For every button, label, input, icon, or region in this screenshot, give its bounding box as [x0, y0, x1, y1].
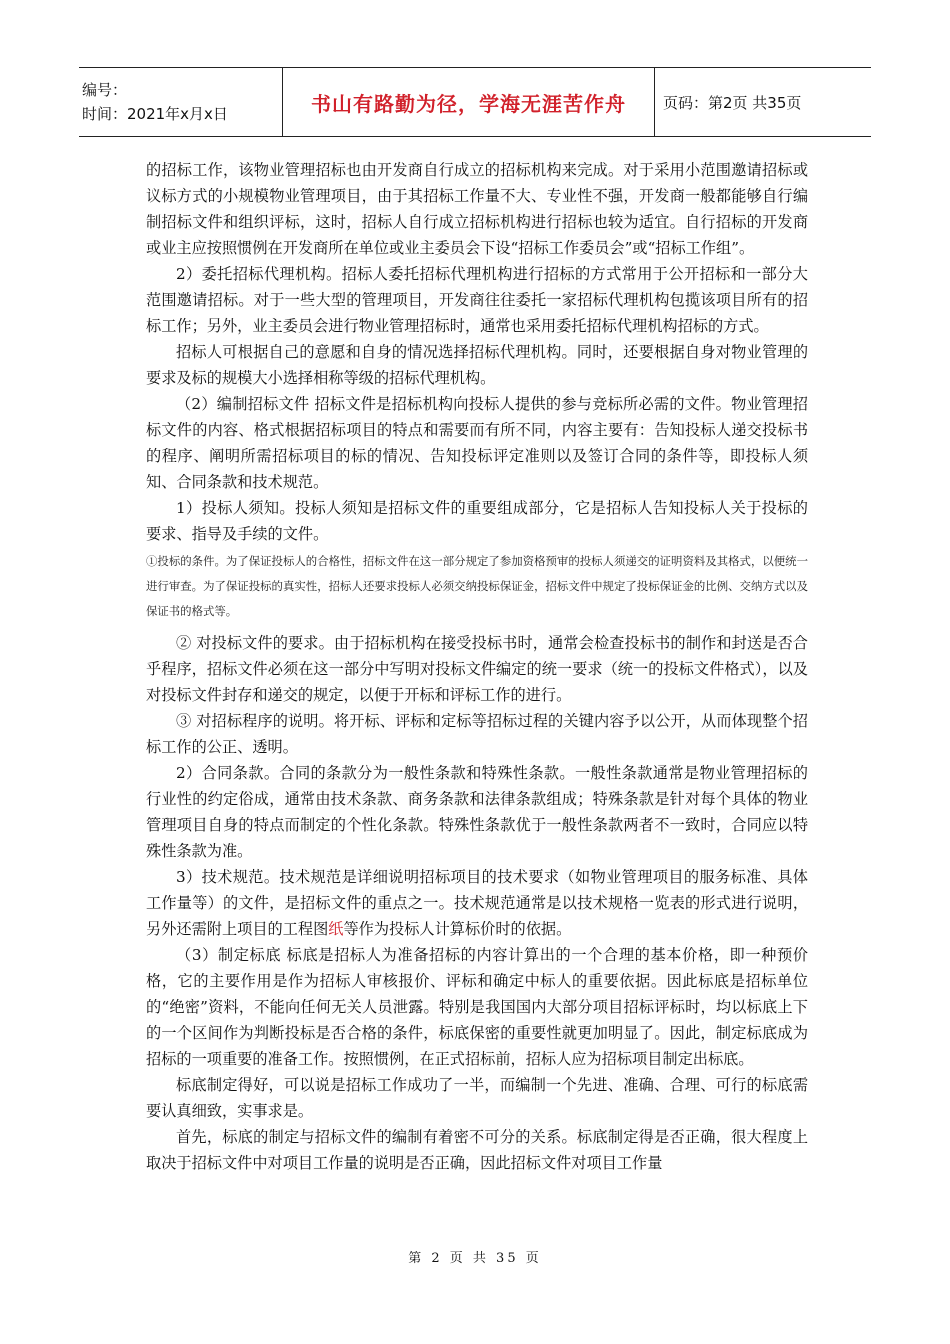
paragraph: ② 对投标文件的要求。由于招标机构在接受投标书时，通常会检查投标书的制作和封送是否合乎程序，招标文件必须在这一部分中写明对投标文件编定的统一要求（统一的投标文件格式），以及对投标文件封存和递交的规定，以便于开标和评标工作的进行。 — [146, 634, 808, 704]
document-body — [146, 157, 808, 1176]
paragraph — [146, 864, 808, 942]
paragraph: （3）制定标底 标底是招标人为准备招标的内容计算出的一个合理的基本价格，即一种预价格，它的主要作用是作为招标人审核报价、评标和确定中标人的重要依据。因此标底是招标单位的“绝密”资料，不能向任何无关人员泄露。特别是我国国内大部分项目招标评标时，均以标底上下的一个区间作为判断投标是否合格的条件，标底保密的重要性就更加明显了。因此，制定标底成为招标的一项重要的准备工作。按照惯例，在正式招标前，招标人应为招标项目制定出标底。 — [146, 946, 808, 1068]
document-date: 时间：2021年x月x日 — [82, 105, 228, 123]
page-header — [79, 67, 871, 137]
header-meta — [79, 68, 282, 136]
page-footer: 第 2 页 共 35 页 — [408, 1251, 542, 1266]
paragraph: （2）编制招标文件 招标文件是招标机构向投标人提供的参与竞标所必需的文件。物业管理招标文件的内容、格式根据招标项目的特点和需要而有所不同，内容主要有：告知投标人递交投标书的程序、阐明所需招标项目的标的情况、告知投标评定准则以及签订合同的条件等，即投标人须知、合同条款和技术规范。 — [146, 395, 808, 491]
header-page-info — [655, 68, 871, 136]
paragraph: 1）投标人须知。投标人须知是招标文件的重要组成部分，它是招标人告知投标人关于投标的要求、指导及手续的文件。 — [146, 499, 808, 543]
header-motto-cell — [282, 68, 655, 136]
page-number-info: 页码：第2页 共35页 — [663, 93, 802, 112]
small-print-paragraph: ①投标的条件。为了保证投标人的合格性，招标文件在这一部分规定了参加资格预审的投标人须递交的证明资料及其格式，以便统一进行审查。为了保证投标的真实性，招标人还要求投标人必须交纳投标保证金，招标文件中规定了投标保证金的比例、交纳方式以及保证书的格式等。 — [146, 554, 808, 618]
paragraph: ③ 对招标程序的说明。将开标、评标和定标等招标过程的关键内容予以公开，从而体现整个招标工作的公正、透明。 — [146, 712, 808, 756]
highlighted-text: 纸 — [328, 920, 344, 938]
paragraph: 的招标工作，该物业管理招标也由开发商自行成立的招标机构来完成。对于采用小范围邀请招标或议标方式的小规模物业管理项目，由于其招标工作量不大、专业性不强，开发商一般都能够自行编制招标文件和组织评标，这时，招标人自行成立招标机构进行招标也较为适宜。自行招标的开发商或业主应按照惯例在开发商所在单位或业主委员会下设“招标工作委员会”或“招标工作组”。 — [146, 161, 808, 257]
header-motto: 书山有路勤为径，学海无涯苦作舟 — [311, 91, 626, 116]
paragraph: 2）合同条款。合同的条款分为一般性条款和特殊性条款。一般性条款通常是物业管理招标的行业性的约定俗成，通常由技术条款、商务条款和法律条款组成；特殊条款是针对每个具体的物业管理项目自身的特点而制定的个性化条款。特殊性条款优于一般性条款两者不一致时，合同应以特殊性条款为准。 — [146, 764, 808, 860]
paragraph: 2）委托招标代理机构。招标人委托招标代理机构进行招标的方式常用于公开招标和一部分大范围邀请招标。对于一些大型的管理项目，开发商往往委托一家招标代理机构包揽该项目所有的招标工作；另外，业主委员会进行物业管理招标时，通常也采用委托招标代理机构招标的方式。 — [146, 265, 808, 335]
paragraph: 招标人可根据自己的意愿和自身的情况选择招标代理机构。同时，还要根据自身对物业管理的要求及标的规模大小选择相称等级的招标代理机构。 — [146, 343, 808, 387]
paragraph-text: 等作为投标人计算标价时的依据。 — [343, 920, 572, 938]
paragraph: 标底制定得好，可以说是招标工作成功了一半，而编制一个先进、准确、合理、可行的标底需要认真细致，实事求是。 — [146, 1076, 808, 1120]
paragraph: 首先，标底的制定与招标文件的编制有着密不可分的关系。标底制定得是否正确，很大程度上取决于招标文件中对项目工作量的说明是否正确，因此招标文件对项目工作量 — [146, 1128, 808, 1172]
paragraph-text: 3）技术规范。技术规范是详细说明招标项目的技术要求（如物业管理项目的服务标准、具体工作量等）的文件，是招标文件的重点之一。技术规范通常是以技术规格一览表的形式进行说明，另外还需附上项目的工程图 — [146, 868, 808, 938]
document-number-label: 编号： — [82, 81, 128, 99]
